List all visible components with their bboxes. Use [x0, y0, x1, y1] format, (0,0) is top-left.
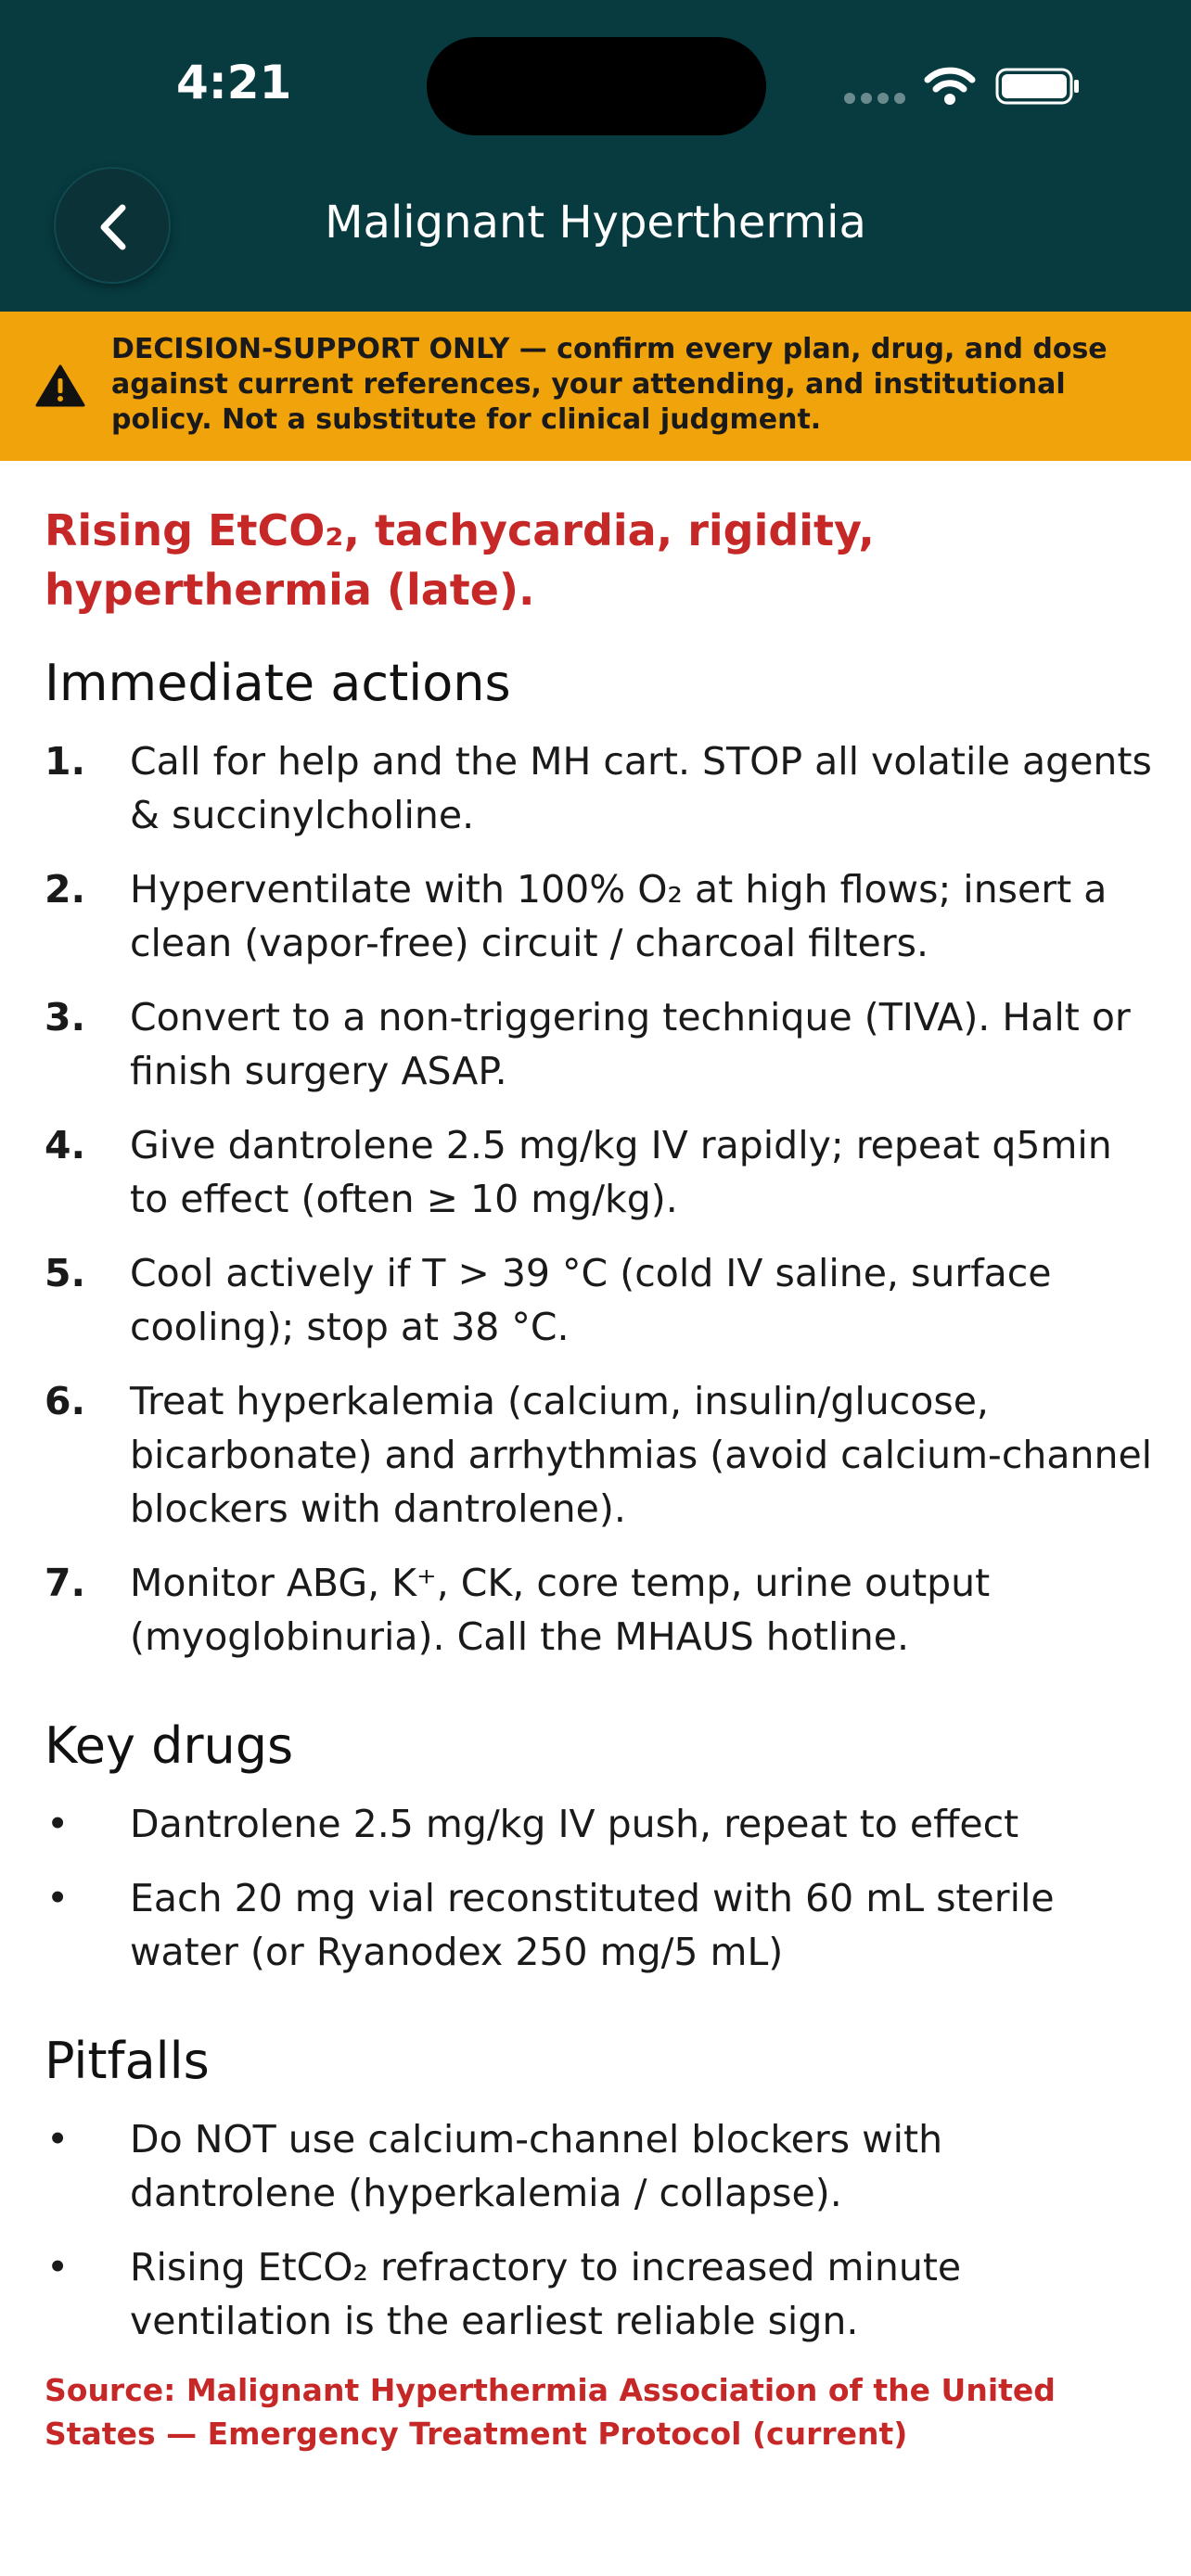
bullet-marker: • [46, 2245, 70, 2289]
list-item-text: Monitor ABG, K⁺, CK, core temp, urine output (myoglobinuria). Call the MHAUS hotline. [130, 1561, 991, 1659]
list-item [45, 1246, 1154, 1354]
list-item-text: Rising EtCO₂ refractory to increased minute ventilation is the earliest reliable sign. [130, 2245, 962, 2343]
bullet-marker: • [46, 1802, 70, 1846]
list-item [45, 1374, 1154, 1536]
list-item-text: Call for help and the MH cart. STOP all volatile agents & succinylcholine. [130, 739, 1152, 837]
list-marker: 5. [45, 1251, 86, 1295]
back-button[interactable] [54, 167, 171, 284]
list-marker: 6. [45, 1379, 86, 1423]
presentation-alert: Rising EtCO₂, tachycardia, rigidity, hyperthermia (late). [45, 505, 875, 615]
list-marker: 4. [45, 1123, 86, 1167]
pitfalls-list [45, 2112, 1154, 2348]
dynamic-island [427, 37, 766, 135]
immediate-actions-heading: Immediate actions [45, 654, 511, 712]
bullet-marker: • [46, 2117, 70, 2162]
list-item-text: Cool actively if T > 39 °C (cold IV saline, surface cooling); stop at 38 °C. [130, 1251, 1052, 1349]
list-item [45, 990, 1154, 1098]
list-item [45, 1556, 1154, 1664]
list-item-text: Give dantrolene 2.5 mg/kg IV rapidly; repeat q5min to effect (often ≥ 10 mg/kg). [130, 1123, 1112, 1221]
disclaimer-text: DECISION-SUPPORT ONLY — confirm every plan, drug, and dose against current references, your attending, and institutional policy. Not a substitute for clinical judgment. [111, 333, 1108, 436]
immediate-actions-list [45, 734, 1154, 1664]
list-marker: 1. [45, 739, 86, 784]
list-item-text: Do NOT use calcium-channel blockers with dantrolene (hyperkalemia / collapse). [130, 2117, 943, 2215]
list-item [45, 734, 1154, 842]
list-item [45, 1871, 1154, 1979]
key-drugs-list [45, 1797, 1154, 1979]
chevron-left-icon [91, 202, 137, 252]
list-item [45, 2112, 1154, 2220]
warning-icon [35, 363, 85, 408]
cellular-signal-icon [844, 93, 905, 106]
list-marker: 7. [45, 1561, 86, 1605]
app-header [0, 0, 1191, 312]
source-citation: Source: Malignant Hyperthermia Association of the United States — Emergency Treatment Protocol (current) [45, 2372, 1056, 2452]
battery-icon [995, 68, 1081, 105]
list-item [45, 1118, 1154, 1226]
list-item-text: Hyperventilate with 100% O₂ at high flows; insert a clean (vapor-free) circuit / charcoal filters. [130, 867, 1108, 965]
bullet-marker: • [46, 1876, 70, 1920]
list-marker: 2. [45, 867, 86, 912]
wifi-icon [924, 65, 976, 106]
list-item [45, 2240, 1154, 2348]
status-time: 4:21 [176, 56, 292, 109]
page-title: Malignant Hyperthermia [325, 197, 866, 249]
list-item-text: Each 20 mg vial reconstituted with 60 mL sterile water (or Ryanodex 250 mg/5 mL) [130, 1876, 1055, 1974]
list-item-text: Dantrolene 2.5 mg/kg IV push, repeat to effect [130, 1802, 1019, 1846]
list-item-text: Convert to a non-triggering technique (TIVA). Halt or finish surgery ASAP. [130, 995, 1131, 1093]
protocol-content [45, 501, 1154, 2455]
list-item [45, 862, 1154, 970]
list-item [45, 1797, 1154, 1851]
key-drugs-heading: Key drugs [45, 1716, 294, 1775]
list-item-text: Treat hyperkalemia (calcium, insulin/glucose, bicarbonate) and arrhythmias (avoid calcium-channel blockers with dantrolene). [130, 1379, 1153, 1531]
list-marker: 3. [45, 995, 86, 1039]
pitfalls-heading: Pitfalls [45, 2032, 210, 2090]
